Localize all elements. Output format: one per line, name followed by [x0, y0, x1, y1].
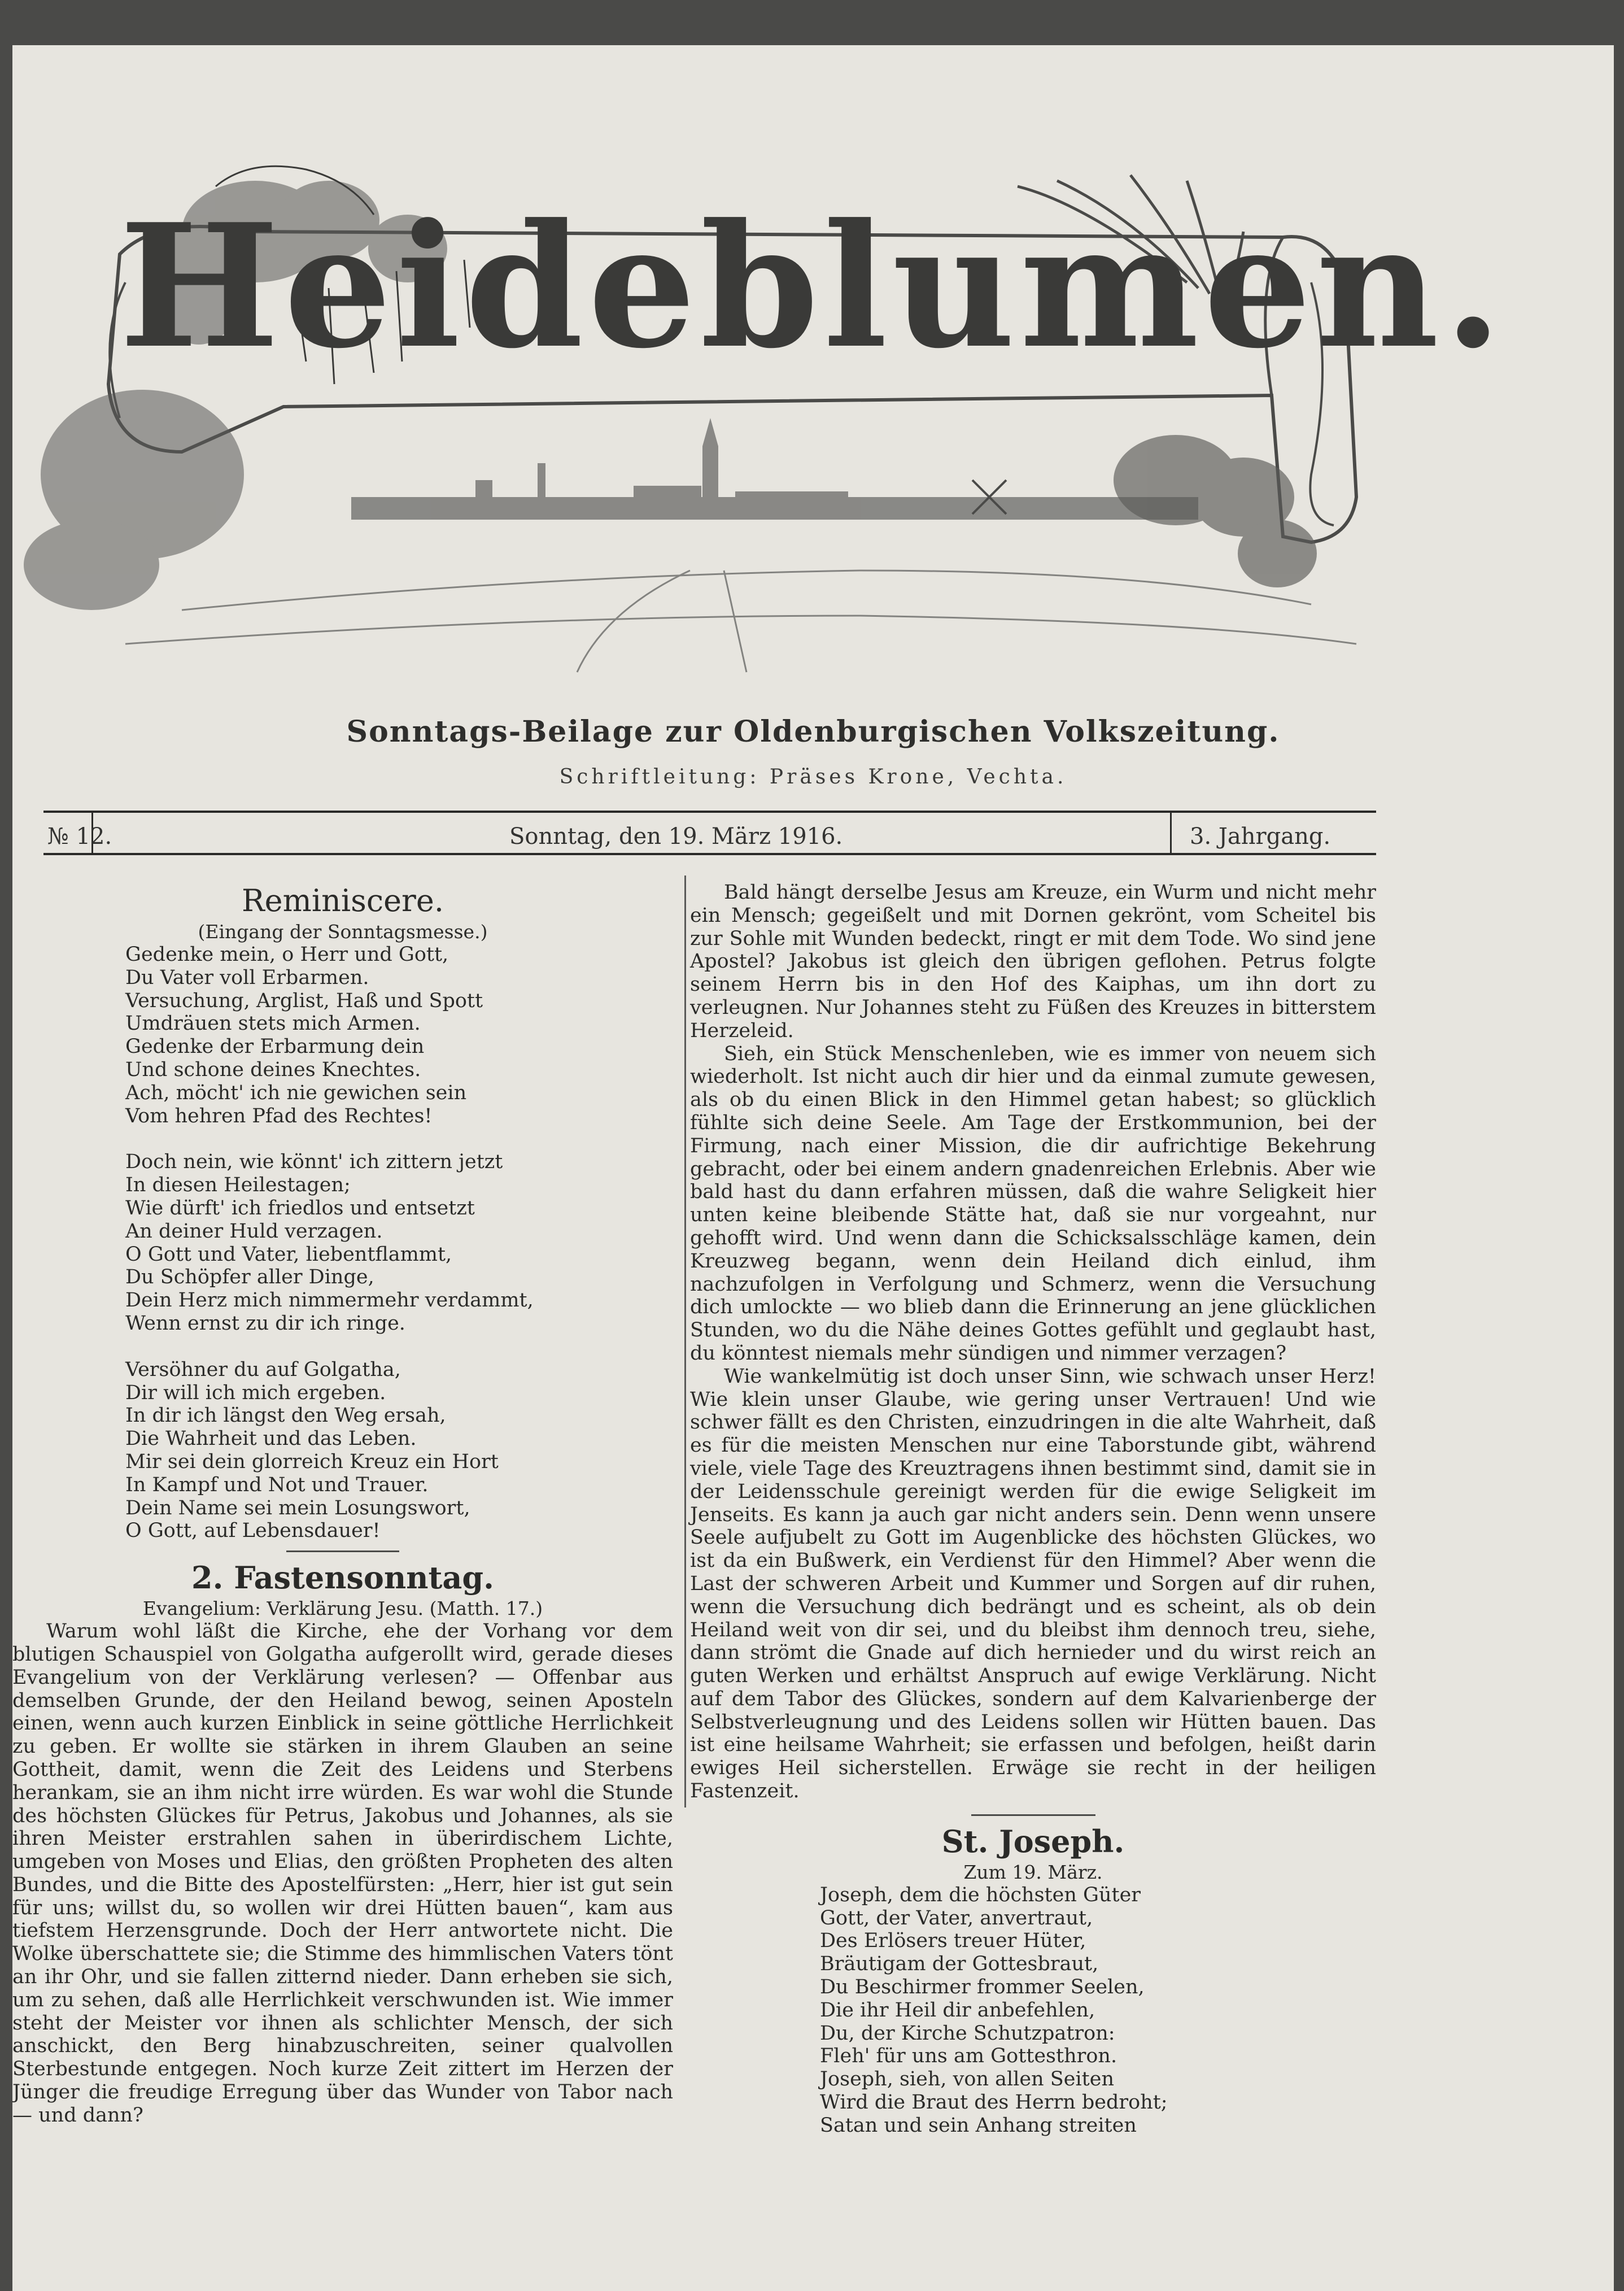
section-divider: [971, 1814, 1095, 1816]
column-rule: [684, 876, 686, 1807]
issue-divider-right: [1170, 811, 1172, 855]
poem-stanza: Versöhner du auf Golgatha, Dir will ich mich ergeben. In dir ich längst den Weg ersah, Die Wahrheit und das Leben. Mir sei dein glorreich Kreuz ein Hort In Kampf und Not und Trauer. Dein Name sei mein Losungswort, O Gott, auf Lebensdauer!: [125, 1358, 499, 1543]
newspaper-page: [12, 45, 1614, 2291]
article-subtitle-st-joseph: Zum 19. März.: [963, 1861, 1103, 1883]
poem-stanza: Joseph, sieh, von allen Seiten Wird die Braut des Herrn bedroht; Satan und sein Anhang streiten: [820, 2068, 1168, 2137]
article-body: Warum wohl läßt die Kirche, ehe der Vorhang vor dem blutigen Schauspiel von Golgatha aufgerollt wird, gerade dieses Evangelium von der Verklärung verlesen? — Offenbar aus demselben Grunde, der den Heiland bewog, seinen Aposteln einen, wenn auch kurzen Einblick in seine göttliche Herrlichkeit zu geben. Er wollte sie stärken in ihrem Glauben an seine Gottheit, damit, wenn die Zeit des Leidens und Sterbens herankam, sie an ihm nicht irre würden. Es war wohl die Stunde des höchsten Glückes für Petrus, Jakobus und Johannes, als sie ihren Meister erstrahlen sahen in überirdischem Lichte, umgeben von Moses und Elias, den größten Propheten des alten Bundes, und die Bitte des Apostelfürsten: „Herr, hier ist gut sein für uns; willst du, so wollen wir drei Hütten bauen“, kam aus tiefstem Herzensgrunde. Doch der Herr antwortete nicht. Die Wolke überschattete sie; die Stimme des himmlischen Vaters tönt an ihr Ohr, und sie fallen zitternd nieder. Dann erheben sie sich, um zu sehen, daß alle Herrlichkeit verschwunden ist. Wie immer steht der Meister vor ihnen als schlichter Mensch, der sich anschickt, den Berg hinabzuschreiten, seiner qualvollen Sterbestunde entgegen. Noch kurze Zeit zittert im Herzen der Jünger die freudige Erregung über das Wunder von Tabor nach — und dann?: [12, 1620, 673, 2127]
left-column: [12, 881, 673, 2127]
article-title-reminiscere: Reminiscere.: [242, 883, 444, 918]
masthead-title: Heideblumen.: [119, 186, 1507, 386]
poem-stanza: Gedenke mein, o Herr und Gott, Du Vater voll Erbarmen. Versuchung, Arglist, Haß und Spott Umdräuen stets mich Armen. Gedenke der Erbarmung dein Und schone deines Knechtes. Ach, möcht' ich nie gewichen sein Vom hehren Pfad des Rechtes!: [125, 943, 483, 1127]
masthead: [12, 45, 1614, 689]
right-column: [690, 881, 1376, 2137]
article-paragraph: Sieh, ein Stück Menschenleben, wie es immer von neuem sich wiederholt. Ist nicht auch dir hier und da einmal zumute gewesen, als ob du einen Blick in den Himmel getan habest; so glücklich fühlte sich deine Seele. Am Tage der Erstkommunion, bei der Firmung, nach einer Mission, die dir aufrichtige Bekehrung gebracht, oder bei einem andern gnadenreichen Erlebnis. Aber wie bald hast du dann erfahren müssen, daß die wahre Seligkeit hier unten keine bleibende Stätte hat, daß sie nur vorgeahnt, nur gehofft wird. Und wenn dann die Schicksalsschläge kamen, dein Kreuzweg begann, wenn dein Heiland dich einlud, ihm nachzufolgen in Verfolgung und Schmerz, wenn die Versuchung dich umlockte — wo blieb dann die Erinnerung an jene glücklichen Stunden, wo du die Nähe deines Gottes gefühlt und geglaubt hast, du könntest niemals mehr sündigen und nimmer verzagen?: [690, 1042, 1376, 1365]
issue-volume: 3. Jahrgang.: [1190, 824, 1331, 850]
masthead-subtitle: Sonntags-Beilage zur Oldenburgischen Volkszeitung.: [346, 715, 1280, 749]
issue-date: Sonntag, den 19. März 1916.: [509, 824, 843, 850]
article-body-continued: Bald hängt derselbe Jesus am Kreuze, ein Wurm und nicht mehr ein Mensch; gegeißelt und mit Dornen gekrönt, vom Scheitel bis zur Sohle mit Wunden bedeckt, ringt er mit dem Tode. Wo sind jene Apostel? Jakobus ist gleich den übrigen geflohen. Petrus folgte seinem Herrn bis in den Hof des Kaiphas, um ihn dort zu verleugnen. Nur Johannes steht zu Füßen des Kreuzes in bitterstem Herzeleid.: [690, 881, 1376, 1042]
masthead-editor: Schriftleitung: Präses Krone, Vechta.: [559, 765, 1067, 789]
poem-stanza: Doch nein, wie könnt' ich zittern jetzt In diesen Heilestagen; Wie dürft' ich friedlos und entsetzt An deiner Huld verzagen. O Gott und Vater, liebentflammt, Du Schöpfer aller Dinge, Dein Herz mich nimmermehr verdammt, Wenn ernst zu dir ich ringe.: [125, 1151, 534, 1335]
article-subtitle-fastensonntag: Evangelium: Verklärung Jesu. (Matth. 17.): [142, 1597, 543, 1620]
article-title-st-joseph: St. Joseph.: [941, 1823, 1125, 1859]
article-paragraph: Wie wankelmütig ist doch unser Sinn, wie schwach unser Herz! Wie klein unser Glaube, wie gering unser Vertrauen! Und wie schwer fällt es den Christen, einzudringen in die alte Wahrheit, daß es für die meisten Menschen nur eine Taborstunde gibt, während viele, viele Tage des Kreuztragens ihnen bestimmt sind, damit sie in der Leidensschule gereinigt werden für die ewige Seligkeit im Jenseits. Es kann ja auch gar nicht anders sein. Denn wenn unsere Seele aufjubelt zu Gott im Augenblicke des höchsten Glückes, wo ist da ein Bußwerk, ein Verdienst für den Himmel? Aber wenn die Last der schweren Arbeit und Kummer und Sorgen auf dir ruhen, wenn die Versuchung dich bedrängt und es scheint, als ob dein Heiland weit von dir sei, und du bleibst ihm dennoch treu, siehe, dann strömt die Gnade auf dich hernieder und du wirst reich an guten Werken und erhältst Anspruch auf ewige Verklärung. Nicht auf dem Tabor des Glückes, sondern auf dem Kalvarienberge der Selbstverleugnung und des Leidens sollen wir Hütten bauen. Das ist eine heilsame Wahrheit; sie erfassen und befolgen, heißt darin ewiges Heil sicherstellen. Erwäge sie recht in der heiligen Fastenzeit.: [690, 1365, 1376, 1803]
bottom-rule: [43, 853, 1376, 855]
issue-number: № 12.: [47, 824, 112, 850]
poem-stanza: Joseph, dem die höchsten Güter Gott, der Vater, anvertraut, Des Erlösers treuer Hüter, Bräutigam der Gottesbraut, Du Beschirmer frommer Seelen, Die ihr Heil dir anbefehlen, Du, der Kirche Schutzpatron: Fleh' für uns am Gottesthron.: [820, 1883, 1145, 2068]
top-rule: [43, 811, 1376, 813]
article-title-fastensonntag: 2. Fastensonntag.: [191, 1560, 494, 1596]
article-subtitle-reminiscere: (Eingang der Sonntagsmesse.): [198, 921, 488, 943]
section-divider: [286, 1550, 399, 1552]
